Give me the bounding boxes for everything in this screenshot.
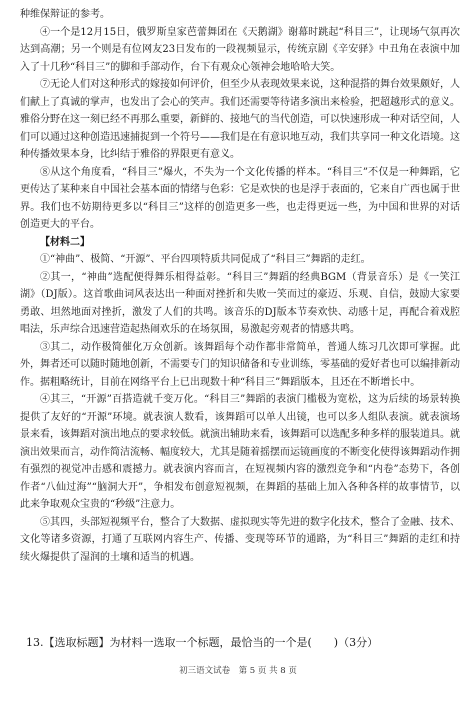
passage-paragraph: ②其一，“神曲”选配便得舞乐相得益彰。“科目三”舞蹈的经典BGM（背景音乐）是《一笑江湖》（DJ版）。这首歌曲词风表达出一种面对挫折和失败一笑而过的豪迈、乐观、自信，鼓励大家要勇敢、坦然地面对挫折，激发了人们的共鸣。该音乐的DJ版本节奏欢快、动感十足，再配合着戏腔唱法，乐声综合迅速营造起热闹欢乐的在场氛围，易激起旁观者的情感共鸣。: [20, 271, 460, 335]
passage-paragraph: ⑤其四，头部短视频平台，整合了大数据、虚拟现实等先进的数字化技术，整合了金融、技术、文化等诸多资源，打通了互联网内容生产、传播、变现等环节的通路，为“科目三”舞蹈的走红和持续火爆提供了湿润的土壤和适当的机遇。: [20, 516, 460, 563]
passage-paragraph: ⑦无论人们对这种形式的嫁接如何评价，但至少从表现效果来说，这种混搭的舞台效果颇好，人们献上了真诚的掌声，也发出了会心的笑声。我们还需要等待诸多演出来检验，把超越形式的意义。雅俗分野在这一刻已经不再那么重要，新鲜的、接地气的当代创造，可以快速形成一种对话空间，人们可以通过这种创造迅速捕捉到一个符号——我们是在有意识地互动，我们共享同一种文化语境。这种传播效果本身，比纠结于雅俗的界限更有意义。: [20, 79, 460, 160]
passage-paragraph: 种维保辩证的参考。: [20, 9, 110, 20]
material-two-heading: 【材料二】: [40, 236, 90, 248]
reading-passage: [20, 6, 460, 566]
passage-paragraph: ④其三，“开源”百搭造就千变万化。“科目三”舞蹈的表演门槛极为宽松，这为后续的场景转换提供了友好的“开源”环境。就表演人数看，该舞蹈可以单人出镜，也可以多人组队表演。就表演场景来看，该舞蹈对演出地点的要求较低。就演出辅助来看，该舞蹈可以选配多种多样的服装道具。就演出效果而言，动作简洁流畅、幅度较大，尤其是随着摇摆而运镜画度的不断变化使得该舞蹈动作拥有强烈的视觉冲击感和震撼力。就表演内容而言，在短视频内容的激烈竞争和“内卷”态势下，各创作者“八仙过海”“脑洞大开”，争相发布创意短视频，在舞蹈的基础上加入各种各样的故事情节，以此来争取观众宝贵的“秒级”注意力。: [20, 394, 460, 510]
passage-paragraph: ④一个是12月15日，俄罗斯皇家芭蕾舞团在《天鹅湖》谢幕时跳起“科目三”，让现场气氛再次达到高潮；另一个则是有位网友23日发布的一段视频显示，传统京剧《辛安驿》中丑角在表演中加入了十几秒“科目三”的脚和手部动作，台下有观众心领神会地哈哈大笑。: [20, 26, 460, 73]
passage-paragraph: ⑧从这个角度看，“科目三”爆火，不失为一个文化传播的样本。“科目三”不仅是一种舞蹈，它更传达了某种来自中国社会基本面的情绪与色彩：它是欢快的也是浮于表面的，它来自广西也属于世界。我们也不妨期待更多以“科目三”这样的创造更多一些，也走得更远一些，为中国和世界的对话创造更大的平台。: [20, 166, 460, 230]
page-footer: 初三语文试卷 第 5 页 共 8 页: [179, 666, 297, 676]
passage-paragraph: ①“神曲”、极简、“开源”、平台四项特质共同促成了“科目三”舞蹈的走红。: [40, 254, 371, 265]
passage-paragraph: ③其二，动作极简催化万众创新。该舞蹈每个动作都非常简单，普通人练习几次即可掌握。此外，舞者还可以随时随地创新，不需要专门的知识储备和专业训练，零基础的爱好者也可以编排新动作。据粗略统计，目前在网络平台上已出现数十种“科目三”舞蹈版本，且还在不断增长中。: [20, 341, 460, 388]
question-13: 13.【选取标题】为材料一选取一个标题，最恰当的一个是( )（3分）: [26, 636, 379, 649]
